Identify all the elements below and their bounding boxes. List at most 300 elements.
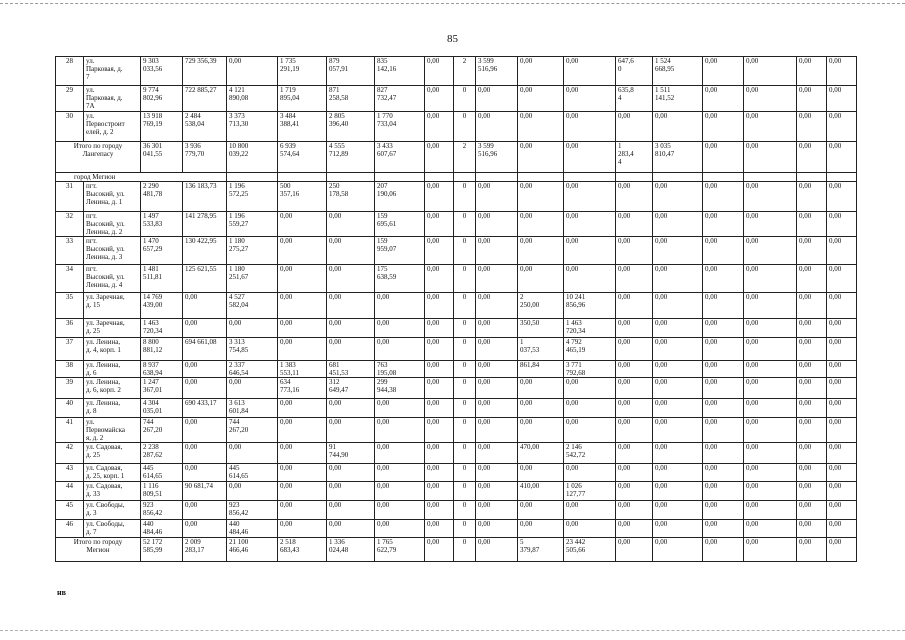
table-row [56,212,857,237]
table-cell: 0,00 [703,399,744,418]
table-cell: 37 [56,338,84,361]
table-cell: 0,00 [797,538,827,562]
table-cell: 0,00 [653,501,703,520]
table-cell: 0,00 [375,520,425,538]
table-cell: 0,00 [797,482,827,501]
table-cell: 0,00 [278,482,327,501]
table-cell: ул. Свободы, д. 7 [84,520,141,538]
table-cell: 312 649,47 [327,378,375,399]
table-cell: 445 614,65 [141,464,183,482]
table-cell: 0,00 [183,464,227,482]
table-cell: 1 765 622,79 [375,538,425,562]
table-cell: 445 614,65 [227,464,278,482]
table-cell: 2 [454,142,476,173]
table-cell: 0 [454,378,476,399]
table-cell: 0,00 [827,361,857,378]
table-cell: 0,00 [425,57,454,86]
table-cell: 0,00 [227,319,278,338]
table-cell: 3 484 388,41 [278,112,327,142]
table-cell: 0,00 [744,338,797,361]
table-cell: 0,00 [476,378,518,399]
table-cell: 0,00 [616,399,653,418]
table-cell: 3 433 607,67 [375,142,425,173]
table-cell: 0,00 [827,538,857,562]
table-cell: 0,00 [425,418,454,443]
table-cell: 0,00 [564,57,616,86]
table-cell: 175 638,59 [375,265,425,293]
table-cell: 0,00 [564,86,616,112]
table-cell: 0,00 [327,237,375,265]
table-cell: 23 442 505,66 [564,538,616,562]
empty-cell [278,173,327,182]
table-cell: 0,00 [827,142,857,173]
table-cell: 0,00 [327,265,375,293]
table-cell: 0,00 [744,182,797,212]
table-cell: 0,00 [827,482,857,501]
table-row [56,443,857,464]
table-row [56,418,857,443]
table-cell: 52 172 585,99 [141,538,183,562]
table-cell: 0,00 [183,520,227,538]
table-cell: 0,00 [744,418,797,443]
table-cell: 0,00 [797,319,827,338]
table-cell: 2 146 542,72 [564,443,616,464]
table-cell: 0,00 [518,86,564,112]
table-cell: 1 336 024,48 [327,538,375,562]
table-cell: 0,00 [425,265,454,293]
table-cell: ул. Парковая, д. 7 [84,57,141,86]
table-cell: 0,00 [744,482,797,501]
table-cell: 0,00 [564,237,616,265]
table-cell: 1 180 275,27 [227,237,278,265]
table-cell: 6 939 574,64 [278,142,327,173]
table-cell: 410,00 [518,482,564,501]
table-cell: 0,00 [375,482,425,501]
table-cell: 0,00 [744,293,797,319]
table-cell: ул. Садовая, д. 25 [84,443,141,464]
table-cell: ул. Садовая, д. 25, корп. 1 [84,464,141,482]
table-cell: 0,00 [183,501,227,520]
table-cell: 1 511 141,52 [653,86,703,112]
table-cell: 0,00 [183,361,227,378]
table-cell: 0,00 [797,443,827,464]
table-cell: 0,00 [653,265,703,293]
table-cell: 0 [454,418,476,443]
table-cell: 41 [56,418,84,443]
table-cell: 29 [56,86,84,112]
table-cell: 0,00 [183,443,227,464]
table-cell: 0,00 [616,482,653,501]
table-cell: 33 [56,237,84,265]
table-row [56,399,857,418]
empty-cell [425,173,454,182]
table-cell: 130 422,95 [183,237,227,265]
table-cell: 0,00 [653,112,703,142]
table-cell: 2 250,00 [518,293,564,319]
table-cell: 0,00 [797,418,827,443]
table-row [56,86,857,112]
table-cell: 4 527 582,04 [227,293,278,319]
table-cell: 0,00 [327,293,375,319]
table-cell: 207 190,06 [375,182,425,212]
table-cell: 0,00 [616,319,653,338]
table-cell: 0,00 [616,112,653,142]
table-cell: 0 [454,443,476,464]
table-cell: 0,00 [797,86,827,112]
table-cell: 0,00 [564,142,616,173]
table-cell: 0,00 [744,265,797,293]
table-cell: 1 196 572,25 [227,182,278,212]
table-cell: 0,00 [327,520,375,538]
table-cell: 44 [56,482,84,501]
table-cell: 0,00 [227,57,278,86]
table-cell: 871 258,58 [327,86,375,112]
table-cell: 9 303 033,56 [141,57,183,86]
table-cell: 0,00 [327,338,375,361]
table-cell: 0,00 [703,293,744,319]
table-cell: 3 936 779,70 [183,142,227,173]
table-cell: 440 484,46 [141,520,183,538]
table-cell: ул. Заречная, д. 25 [84,319,141,338]
table-cell: 0,00 [744,361,797,378]
table-cell: 0,00 [425,501,454,520]
table-cell: 3 599 516,96 [476,142,518,173]
table-cell: 350,50 [518,319,564,338]
table-cell: 0,00 [564,418,616,443]
table-cell: 0 [454,293,476,319]
table-cell: 0,00 [518,501,564,520]
table-cell: ул. Ленина, д. 6, корп. 2 [84,378,141,399]
table-cell: 5 379,87 [518,538,564,562]
table-cell: 0,00 [827,378,857,399]
table-cell: 0,00 [278,418,327,443]
table-cell: 0,00 [564,520,616,538]
table-cell: 0,00 [425,338,454,361]
table-cell: 0,00 [518,142,564,173]
table-cell: ул. Ленина, д. 6 [84,361,141,378]
table-cell: 1 481 511,81 [141,265,183,293]
table-cell: 835 142,16 [375,57,425,86]
table-cell: 0,00 [616,212,653,237]
table-cell: 159 695,61 [375,212,425,237]
table-cell: 91 744,90 [327,443,375,464]
table-cell: 0,00 [278,265,327,293]
table-cell: 4 792 465,19 [564,338,616,361]
table-cell: 0,00 [797,378,827,399]
table-cell: 0,00 [653,482,703,501]
table-cell: 0,00 [227,378,278,399]
table-cell: 0,00 [616,265,653,293]
table-cell: 744 267,20 [141,418,183,443]
table-cell: 1 470 657,29 [141,237,183,265]
table-cell: 0,00 [564,378,616,399]
table-cell: 250 178,58 [327,182,375,212]
table-cell: 500 357,16 [278,182,327,212]
table-cell: 3 771 792,68 [564,361,616,378]
table-cell: 0 [454,212,476,237]
table-cell: 1 283,4 4 [616,142,653,173]
table-cell: 635,8 4 [616,86,653,112]
table-cell: 34 [56,265,84,293]
table-cell: 0,00 [703,237,744,265]
table-cell: 1 463 720,34 [141,319,183,338]
table-cell: 0,00 [744,501,797,520]
table-cell: 0,00 [476,237,518,265]
table-cell: Итого по городу Лангепасу [56,142,141,173]
table-cell: 0,00 [703,319,744,338]
table-cell: 0,00 [797,57,827,86]
table-cell: 923 856,42 [227,501,278,520]
table-cell: 0,00 [425,212,454,237]
table-row [56,293,857,319]
table-cell: 10 800 039,22 [227,142,278,173]
table-cell: 14 769 439,00 [141,293,183,319]
table-cell: 0,00 [653,443,703,464]
table-cell: 0,00 [827,265,857,293]
table-cell: 42 [56,443,84,464]
table-cell: 0,00 [744,538,797,562]
table-cell: 0,00 [278,443,327,464]
table-cell: 8 800 881,12 [141,338,183,361]
table-cell: 45 [56,501,84,520]
table-cell: 0,00 [476,361,518,378]
table-cell: 159 959,07 [375,237,425,265]
table-cell: 0 [454,482,476,501]
table-cell: 2 290 481,78 [141,182,183,212]
table-cell: 0,00 [518,464,564,482]
table-cell: 2 238 287,62 [141,443,183,464]
table-cell: 3 613 601,84 [227,399,278,418]
table-cell: 0,00 [564,501,616,520]
table-cell: 1 037,53 [518,338,564,361]
table-cell: 0,00 [653,237,703,265]
table-cell: 0,00 [375,399,425,418]
table-cell: 30 [56,112,84,142]
table-cell: 827 732,47 [375,86,425,112]
table-cell: 0,00 [653,464,703,482]
table-cell: 744 267,20 [227,418,278,443]
table-cell: 1 735 291,19 [278,57,327,86]
table-cell: 3 373 713,30 [227,112,278,142]
table-cell: 0,00 [703,378,744,399]
table-cell: 0,00 [425,443,454,464]
empty-cell [327,173,375,182]
table-cell: 0,00 [703,520,744,538]
empty-cell [703,173,744,182]
table-cell: 0,00 [797,112,827,142]
table-cell: 0,00 [797,464,827,482]
empty-cell [476,173,518,182]
table-cell: 2 009 283,17 [183,538,227,562]
empty-cell [518,173,564,182]
table-cell: 0,00 [653,361,703,378]
table-cell: 0,00 [827,399,857,418]
table-cell: 0,00 [425,378,454,399]
table-cell: 0,00 [797,212,827,237]
table-cell: ул. Свободы, д. 3 [84,501,141,520]
table-cell: 0,00 [278,212,327,237]
table-cell: 0,00 [797,293,827,319]
table-cell: 0,00 [564,112,616,142]
table-cell: 1 524 668,95 [653,57,703,86]
table-cell: 0,00 [227,443,278,464]
table-cell: 1 497 533,83 [141,212,183,237]
table-cell: пгт. Высокий, ул. Ленина, д. 4 [84,265,141,293]
table-cell: 0,00 [827,501,857,520]
table-cell: 0 [454,112,476,142]
table-cell: 0,00 [476,501,518,520]
table-cell: 136 183,73 [183,182,227,212]
table-cell: 0,00 [616,443,653,464]
table-cell: 0,00 [183,293,227,319]
table-cell: 0,00 [616,293,653,319]
table-cell: 647,6 0 [616,57,653,86]
table-cell: 1 719 895,04 [278,86,327,112]
table-cell: 43 [56,464,84,482]
table-cell: 0 [454,265,476,293]
table-cell: 8 937 638,94 [141,361,183,378]
table-cell: 0,00 [425,142,454,173]
table-cell: 0,00 [653,319,703,338]
table-cell: пгт. Высокий, ул. Ленина, д. 1 [84,182,141,212]
table-cell: ул. Парковая, д. 7А [84,86,141,112]
table-cell: 0,00 [703,182,744,212]
table-cell: 1 463 720,34 [564,319,616,338]
table-cell: 0 [454,399,476,418]
table-cell: 0,00 [564,399,616,418]
empty-cell [744,173,797,182]
empty-cell [616,173,653,182]
table-cell: 1 196 559,27 [227,212,278,237]
table-cell: 2 [454,57,476,86]
table-cell: 1 180 251,67 [227,265,278,293]
table-cell: 0,00 [827,319,857,338]
table-cell: 0 [454,464,476,482]
table-cell: ул. Садовая, д. 33 [84,482,141,501]
table-cell: 0,00 [744,520,797,538]
table-row [56,338,857,361]
table-cell: ул. Заречная, д. 15 [84,293,141,319]
table-cell: 2 337 646,54 [227,361,278,378]
table-cell: 0,00 [797,501,827,520]
table-cell: 0,00 [183,418,227,443]
table-cell: 0,00 [425,182,454,212]
table-cell: 0,00 [518,237,564,265]
table-cell: 0,00 [653,182,703,212]
table-cell: 0,00 [183,378,227,399]
table-cell: 31 [56,182,84,212]
table-cell: 3 035 810,47 [653,142,703,173]
table-cell: 0 [454,86,476,112]
table-cell: 0,00 [616,501,653,520]
table-cell: 0,00 [653,378,703,399]
table-cell: 0 [454,520,476,538]
table-cell: 0,00 [476,319,518,338]
table-cell: 0,00 [518,265,564,293]
table-cell: 0,00 [183,319,227,338]
table-cell: 0,00 [653,338,703,361]
table-cell: 763 195,08 [375,361,425,378]
table-cell: 4 555 712,89 [327,142,375,173]
empty-cell [227,173,278,182]
table-cell: 0,00 [653,212,703,237]
table-cell: 0,00 [375,464,425,482]
table-cell: 0,00 [327,399,375,418]
table-cell: 0,00 [703,482,744,501]
empty-cell [797,173,827,182]
table-cell: 0 [454,361,476,378]
total-row [56,538,857,562]
table-cell: 21 100 466,46 [227,538,278,562]
table-cell: 0,00 [797,265,827,293]
table-cell: 0,00 [425,520,454,538]
empty-cell [827,173,857,182]
table-cell: 0,00 [827,443,857,464]
footer-mark: нв [57,588,66,597]
table-cell: 90 681,74 [183,482,227,501]
table-cell: пгт. Высокий, ул. Ленина, д. 2 [84,212,141,237]
table-cell: 0,00 [278,319,327,338]
table-cell: 0 [454,338,476,361]
table-cell: 2 518 683,43 [278,538,327,562]
table-cell: 0,00 [327,501,375,520]
table-cell: 0,00 [703,464,744,482]
table-cell: 0,00 [476,464,518,482]
table-cell: 0,00 [616,378,653,399]
table-cell: 0,00 [703,361,744,378]
table-cell: 0,00 [327,418,375,443]
table-cell: 0,00 [827,86,857,112]
table-cell: 2 484 538,04 [183,112,227,142]
empty-cell [454,173,476,182]
table-cell: 722 885,27 [183,86,227,112]
table-cell: 0,00 [278,501,327,520]
table-cell: 0,00 [616,418,653,443]
table-cell: ул. Ленина, д. 4, корп. 1 [84,338,141,361]
table-cell: 0,00 [375,418,425,443]
table-cell: 4 304 035,01 [141,399,183,418]
table-cell: 0,00 [827,418,857,443]
table-cell: 46 [56,520,84,538]
table-cell: 0,00 [278,293,327,319]
table-cell: 39 [56,378,84,399]
table-cell: 440 484,46 [227,520,278,538]
table-row [56,237,857,265]
table-cell: 0,00 [703,212,744,237]
table-cell: 690 433,17 [183,399,227,418]
table-cell: 0,00 [476,338,518,361]
table-cell: 32 [56,212,84,237]
table-cell: 0,00 [425,361,454,378]
table-cell: 0,00 [744,399,797,418]
table-cell: 0,00 [278,338,327,361]
table-cell: 0,00 [653,520,703,538]
table-cell: 0 [454,319,476,338]
table-cell: 0,00 [476,265,518,293]
table-cell: 0,00 [703,142,744,173]
table-cell: 36 301 041,55 [141,142,183,173]
table-cell: 0,00 [425,482,454,501]
table-cell: 0,00 [278,399,327,418]
table-cell: 0,00 [827,293,857,319]
table-cell: 0,00 [518,399,564,418]
table-cell: 0,00 [227,482,278,501]
table-cell: 861,84 [518,361,564,378]
table-cell: 2 805 396,40 [327,112,375,142]
table-cell: 0,00 [375,293,425,319]
table-cell: 0,00 [827,112,857,142]
table-cell: 0,00 [476,182,518,212]
